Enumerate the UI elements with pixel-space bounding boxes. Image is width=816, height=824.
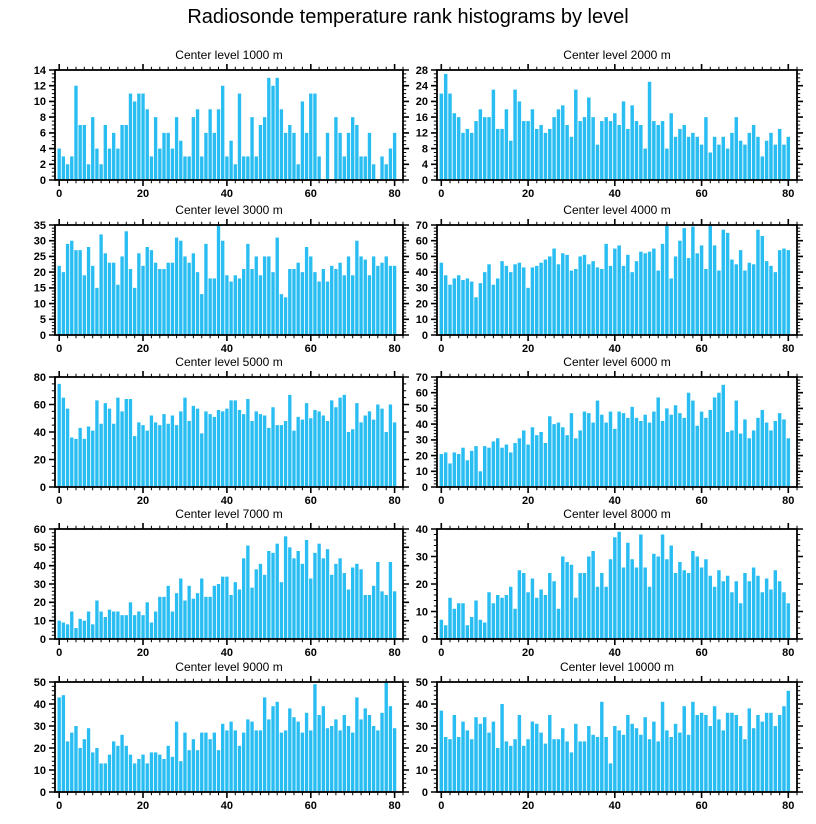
- y-tick-label: 40: [415, 523, 428, 536]
- x-tick-label: 40: [608, 800, 621, 812]
- x-tick-label: 40: [608, 343, 621, 355]
- y-tick-label: 10: [415, 314, 428, 327]
- panel-center-level-10000-m: [416, 660, 803, 812]
- plot-frame: [55, 377, 403, 487]
- x-tick-label: 80: [782, 188, 795, 200]
- y-tick-label: 10: [415, 764, 428, 777]
- x-tick-label: 80: [388, 343, 401, 355]
- x-tick-label: 40: [608, 188, 621, 200]
- x-tick-label: 40: [220, 188, 234, 200]
- figure-title: Radiosonde temperature rank histograms by level: [187, 6, 629, 28]
- panel-title: Center level 4000 m: [563, 203, 671, 217]
- x-tick-label: 20: [136, 188, 150, 200]
- x-tick-label: 0: [56, 495, 63, 507]
- y-tick-label: 0: [421, 633, 428, 646]
- x-tick-label: 20: [521, 800, 535, 812]
- bars: [440, 225, 790, 335]
- x-tick-label: 20: [136, 495, 150, 507]
- y-tick-label: 35: [33, 219, 46, 232]
- y-tick-label: 10: [33, 615, 46, 628]
- y-tick-label: 0: [39, 481, 46, 494]
- plot-frame: [437, 529, 797, 639]
- panel-title: Center level 10000 m: [559, 660, 675, 674]
- y-tick-label: 20: [415, 578, 428, 591]
- y-tick-label: 24: [415, 80, 428, 93]
- panel-center-level-8000-m: [416, 507, 803, 659]
- x-tick-label: 80: [388, 800, 401, 812]
- x-tick-label: 80: [388, 495, 401, 507]
- x-tick-label: 80: [388, 188, 401, 200]
- y-tick-label: 60: [33, 523, 46, 536]
- x-tick-label: 0: [438, 343, 445, 355]
- x-tick-label: 40: [220, 647, 234, 659]
- y-tick-label: 20: [415, 742, 428, 755]
- x-tick-label: 0: [438, 647, 445, 659]
- x-tick-label: 40: [220, 343, 234, 355]
- panel-title: Center level 3000 m: [175, 203, 283, 217]
- plot-frame: [55, 225, 403, 335]
- major-ticks: [431, 523, 803, 645]
- y-tick-label: 0: [421, 481, 428, 494]
- x-tick-label: 60: [304, 188, 317, 200]
- plot-frame: [55, 529, 403, 639]
- y-tick-label: 40: [33, 560, 46, 573]
- y-tick-label: 4: [421, 159, 428, 172]
- y-tick-label: 8: [421, 143, 428, 156]
- x-tick-label: 0: [438, 800, 445, 812]
- y-tick-label: 20: [415, 450, 428, 463]
- x-tick-label: 0: [56, 800, 63, 812]
- x-tick-label: 20: [521, 343, 535, 355]
- y-tick-label: 0: [421, 786, 428, 799]
- plot-frame: [437, 682, 797, 792]
- y-tick-label: 50: [415, 403, 428, 416]
- y-tick-label: 12: [33, 80, 46, 93]
- y-tick-label: 5: [39, 314, 46, 327]
- y-tick-label: 10: [415, 606, 428, 619]
- bars: [440, 74, 790, 180]
- panel-center-level-3000-m: [34, 203, 409, 355]
- y-tick-label: 6: [39, 127, 46, 140]
- panel-center-level-5000-m: [34, 355, 409, 507]
- y-tick-label: 50: [415, 676, 428, 689]
- x-tick-label: 60: [695, 800, 708, 812]
- y-tick-label: 0: [421, 174, 428, 187]
- y-tick-label: 25: [33, 251, 46, 264]
- panel-center-level-1000-m: [34, 48, 409, 200]
- bars: [440, 691, 790, 792]
- y-tick-label: 30: [415, 282, 428, 295]
- x-tick-label: 60: [695, 647, 708, 659]
- x-tick-label: 40: [608, 647, 621, 659]
- y-tick-label: 30: [33, 578, 46, 591]
- x-tick-label: 60: [695, 343, 708, 355]
- x-tick-label: 20: [136, 343, 150, 355]
- y-tick-label: 40: [415, 698, 428, 711]
- y-tick-label: 40: [33, 426, 46, 439]
- y-tick-label: 14: [33, 64, 46, 77]
- x-tick-label: 20: [521, 495, 535, 507]
- y-tick-label: 20: [33, 742, 46, 755]
- y-tick-label: 8: [39, 111, 46, 124]
- plot-frame: [55, 682, 403, 792]
- x-tick-label: 40: [220, 495, 234, 507]
- panel-title: Center level 2000 m: [563, 48, 671, 62]
- panel-center-level-2000-m: [416, 48, 803, 200]
- x-tick-label: 80: [782, 495, 795, 507]
- y-tick-label: 30: [415, 551, 428, 564]
- major-ticks: [431, 64, 803, 186]
- major-ticks: [49, 64, 409, 186]
- y-tick-label: 60: [33, 399, 46, 412]
- y-tick-label: 4: [39, 143, 46, 156]
- y-tick-label: 40: [415, 418, 428, 431]
- x-tick-label: 60: [695, 495, 708, 507]
- x-tick-label: 80: [782, 343, 795, 355]
- panel-center-level-6000-m: [416, 355, 803, 507]
- x-tick-label: 60: [304, 495, 317, 507]
- major-ticks: [431, 219, 803, 341]
- x-tick-label: 0: [438, 495, 445, 507]
- y-tick-label: 70: [415, 371, 428, 384]
- x-tick-label: 20: [136, 800, 150, 812]
- y-tick-label: 0: [39, 633, 46, 646]
- panel-center-level-4000-m: [416, 203, 803, 355]
- y-tick-label: 0: [39, 786, 46, 799]
- y-tick-label: 20: [415, 298, 428, 311]
- y-tick-label: 50: [415, 251, 428, 264]
- panel-title: Center level 6000 m: [563, 355, 671, 369]
- major-ticks: [49, 371, 409, 493]
- bars: [58, 225, 397, 335]
- panel-title: Center level 1000 m: [175, 48, 283, 62]
- y-tick-label: 60: [415, 235, 428, 248]
- y-tick-label: 30: [33, 720, 46, 733]
- x-tick-label: 60: [304, 647, 317, 659]
- y-tick-label: 20: [33, 266, 46, 279]
- x-tick-label: 0: [56, 343, 63, 355]
- bars: [58, 384, 397, 487]
- x-tick-label: 40: [220, 800, 234, 812]
- bars: [440, 532, 790, 639]
- y-tick-label: 15: [33, 282, 46, 295]
- x-tick-label: 60: [304, 800, 317, 812]
- major-ticks: [431, 676, 803, 798]
- y-tick-label: 16: [415, 111, 428, 124]
- x-tick-label: 20: [521, 188, 535, 200]
- major-ticks: [431, 371, 803, 493]
- x-tick-label: 0: [56, 647, 63, 659]
- y-tick-label: 20: [33, 597, 46, 610]
- bars: [58, 682, 397, 792]
- panel-center-level-9000-m: [34, 660, 409, 812]
- bars: [58, 78, 397, 180]
- x-tick-label: 60: [695, 188, 708, 200]
- x-tick-label: 80: [782, 647, 795, 659]
- y-tick-label: 0: [39, 329, 46, 342]
- plot-frame: [55, 70, 403, 180]
- y-tick-label: 10: [415, 466, 428, 479]
- panel-title: Center level 8000 m: [563, 507, 671, 521]
- panel-center-level-7000-m: [34, 507, 409, 659]
- plot-frame: [437, 225, 797, 335]
- y-tick-label: 30: [415, 434, 428, 447]
- plot-frame: [437, 70, 797, 180]
- y-tick-label: 70: [415, 219, 428, 232]
- y-tick-label: 10: [33, 298, 46, 311]
- x-tick-label: 0: [438, 188, 445, 200]
- y-tick-label: 60: [415, 387, 428, 400]
- y-tick-label: 2: [39, 159, 46, 172]
- bars: [440, 385, 790, 487]
- x-tick-label: 40: [608, 495, 621, 507]
- panel-title: Center level 7000 m: [175, 507, 283, 521]
- y-tick-label: 0: [421, 329, 428, 342]
- y-tick-label: 50: [33, 542, 46, 555]
- y-tick-label: 0: [39, 174, 46, 187]
- y-tick-label: 10: [33, 96, 46, 109]
- panel-title: Center level 5000 m: [175, 355, 283, 369]
- y-tick-label: 12: [415, 127, 428, 140]
- y-tick-label: 30: [415, 720, 428, 733]
- y-tick-label: 40: [415, 266, 428, 279]
- x-tick-label: 60: [304, 343, 317, 355]
- panel-title: Center level 9000 m: [175, 660, 283, 674]
- x-tick-label: 20: [136, 647, 150, 659]
- major-ticks: [49, 219, 409, 341]
- x-tick-label: 0: [56, 188, 63, 200]
- y-tick-label: 30: [33, 235, 46, 248]
- y-tick-label: 20: [33, 454, 46, 467]
- major-ticks: [49, 523, 409, 645]
- y-tick-label: 20: [415, 96, 428, 109]
- x-tick-label: 80: [388, 647, 401, 659]
- plot-frame: [437, 377, 797, 487]
- major-ticks: [49, 676, 409, 798]
- bars: [58, 536, 397, 639]
- y-tick-label: 40: [33, 698, 46, 711]
- x-tick-label: 20: [521, 647, 535, 659]
- y-tick-label: 50: [33, 676, 46, 689]
- y-tick-label: 80: [33, 371, 46, 384]
- x-tick-label: 80: [782, 800, 795, 812]
- y-tick-label: 28: [415, 64, 428, 77]
- y-tick-label: 10: [33, 764, 46, 777]
